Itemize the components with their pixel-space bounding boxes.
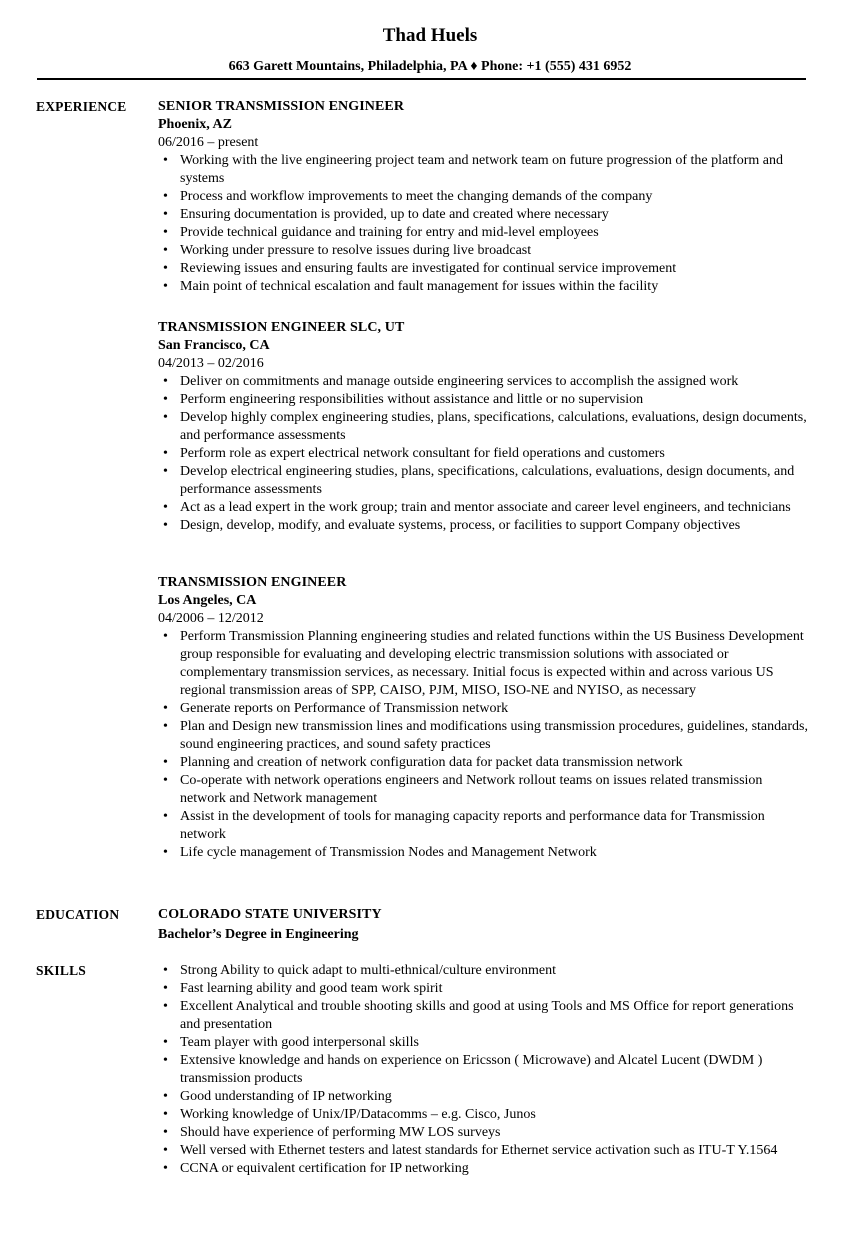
job-bullet: • Reviewing issues and ensuring faults are investigated for continual service improvement xyxy=(158,260,808,278)
job-location: San Francisco, CA xyxy=(158,338,270,353)
job-title: TRANSMISSION ENGINEER xyxy=(158,575,347,590)
school-name: COLORADO STATE UNIVERSITY xyxy=(158,907,382,922)
job-bullet: • Assist in the development of tools for managing capacity reports and performance data for Transmission network xyxy=(158,808,808,844)
job-bullet: • Planning and creation of network configuration data for packet data transmission network xyxy=(158,754,808,772)
skill-item: • Excellent Analytical and trouble shooting skills and good at using Tools and MS Office for report generations and presentation xyxy=(158,998,808,1034)
job-bullet: • Ensuring documentation is provided, up to date and created where necessary xyxy=(158,206,808,224)
job-dates: 06/2016 – present xyxy=(158,135,259,150)
job-bullet: • Co-operate with network operations engineers and Network rollout teams on issues related transmission network and Network management xyxy=(158,772,808,808)
degree: Bachelor’s Degree in Engineering xyxy=(158,927,359,942)
education-content xyxy=(158,906,808,944)
contact-line: 663 Garett Mountains, Philadelphia, PA ♦ Phone: +1 (555) 431 6952 xyxy=(228,59,632,74)
job-entry xyxy=(158,319,808,535)
skill-item: • Team player with good interpersonal skills xyxy=(158,1034,808,1052)
education-heading: EDUCATION xyxy=(36,907,120,922)
experience-heading: EXPERIENCE xyxy=(36,99,127,114)
skill-item: • Strong Ability to quick adapt to multi-ethnical/culture environment xyxy=(158,962,808,980)
skill-item: • Well versed with Ethernet testers and latest standards for Ethernet service activation such as ITU-T Y.1564 xyxy=(158,1142,808,1160)
job-bullet: • Working with the live engineering project team and network team on future progression of the platform and systems xyxy=(158,152,808,188)
job-bullet: • Perform role as expert electrical network consultant for field operations and customers xyxy=(158,445,808,463)
candidate-name: Thad Huels xyxy=(382,25,478,46)
skill-item: • Fast learning ability and good team work spirit xyxy=(158,980,808,998)
header-divider xyxy=(37,78,806,80)
job-bullets xyxy=(158,373,808,535)
job-entry xyxy=(158,98,808,296)
job-bullet: • Plan and Design new transmission lines and modifications using transmission procedures, guidelines, standards, sound engineering practices, and sound safety practices xyxy=(158,718,808,754)
job-bullet: • Working under pressure to resolve issues during live broadcast xyxy=(158,242,808,260)
job-dates: 04/2006 – 12/2012 xyxy=(158,611,264,626)
job-dates: 04/2013 – 02/2016 xyxy=(158,356,264,371)
skill-item: • Extensive knowledge and hands on experience on Ericsson ( Microwave) and Alcatel Lucent (DWDM ) transmission products xyxy=(158,1052,808,1088)
job-bullet: • Perform Transmission Planning engineering studies and related functions within the US Business Development group responsible for evaluating and developing electric transmission solutions with associated or complementary transmission services, as necessary. Initial focus is expected within and across various US regional transmission areas of SPP, CAISO, PJM, MISO, ISO-NE and NYISO, as necessary xyxy=(158,628,808,700)
skills-content xyxy=(158,962,808,1178)
skill-item: • CCNA or equivalent certification for IP networking xyxy=(158,1160,808,1178)
job-entry xyxy=(158,574,808,862)
skill-item: • Working knowledge of Unix/IP/Datacomms – e.g. Cisco, Junos xyxy=(158,1106,808,1124)
job-title: SENIOR TRANSMISSION ENGINEER xyxy=(158,99,405,114)
job-bullet: • Process and workflow improvements to meet the changing demands of the company xyxy=(158,188,808,206)
job-bullet: • Perform engineering responsibilities without assistance and little or no supervision xyxy=(158,391,808,409)
job-bullet: • Act as a lead expert in the work group; train and mentor associate and career level engineers, and technicians xyxy=(158,499,808,517)
job-bullets xyxy=(158,628,808,862)
job-bullet: • Develop highly complex engineering studies, plans, specifications, calculations, evaluations, design documents, and performance assessments xyxy=(158,409,808,445)
job-bullet: • Main point of technical escalation and fault management for issues within the facility xyxy=(158,278,808,296)
job-bullet: • Develop electrical engineering studies, plans, specifications, calculations, evaluations, design documents, and performance assessments xyxy=(158,463,808,499)
job-location: Phoenix, AZ xyxy=(158,117,232,132)
job-bullet: • Provide technical guidance and training for entry and mid-level employees xyxy=(158,224,808,242)
skill-item: • Good understanding of IP networking xyxy=(158,1088,808,1106)
job-bullet: • Design, develop, modify, and evaluate systems, process, or facilities to support Company objectives xyxy=(158,517,808,535)
job-bullets xyxy=(158,152,808,296)
skills-list xyxy=(158,962,808,1178)
job-bullet: • Deliver on commitments and manage outside engineering services to accomplish the assigned work xyxy=(158,373,808,391)
job-bullet: • Generate reports on Performance of Transmission network xyxy=(158,700,808,718)
skills-heading: SKILLS xyxy=(36,963,86,978)
job-title: TRANSMISSION ENGINEER SLC, UT xyxy=(158,320,405,335)
skill-item: • Should have experience of performing MW LOS surveys xyxy=(158,1124,808,1142)
job-bullet: • Life cycle management of Transmission Nodes and Management Network xyxy=(158,844,808,862)
job-location: Los Angeles, CA xyxy=(158,593,257,608)
